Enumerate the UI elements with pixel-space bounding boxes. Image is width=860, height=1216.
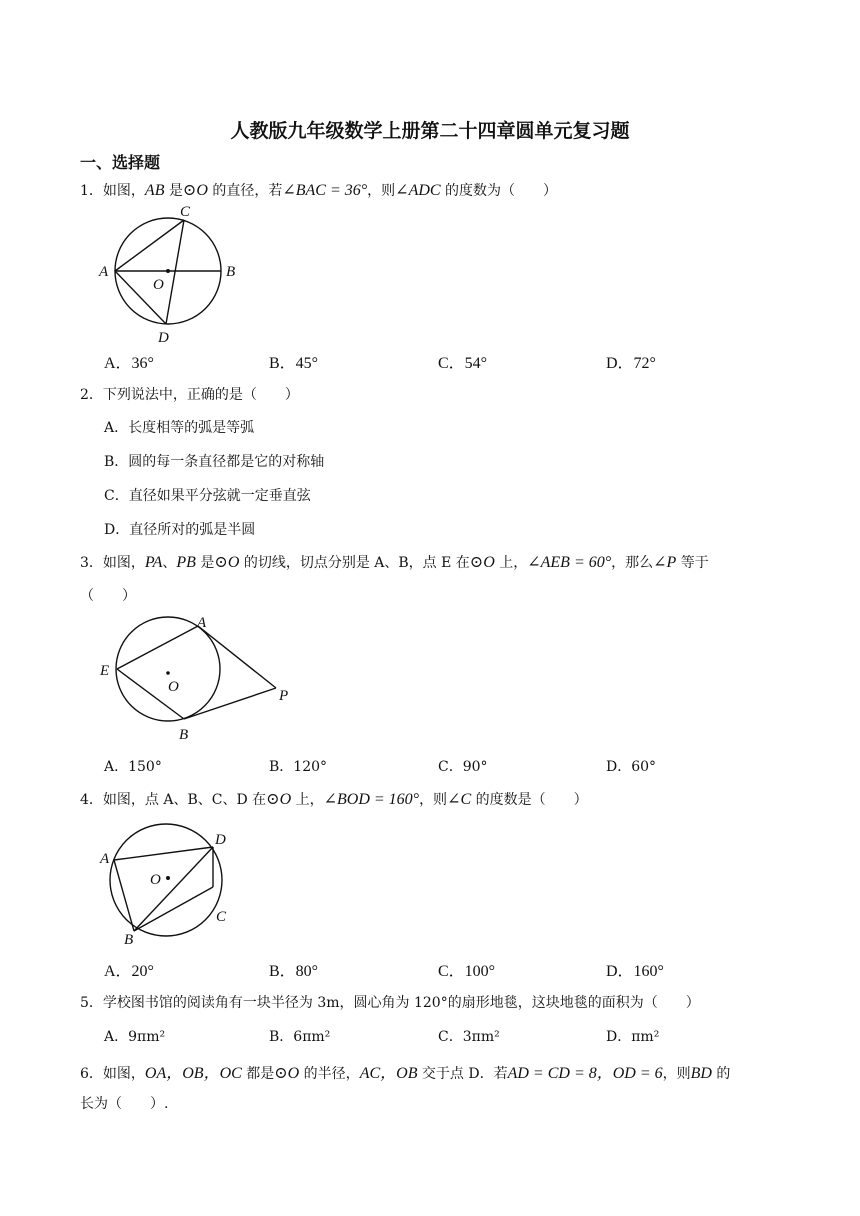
q4-math-circle: ⊙O <box>266 791 292 808</box>
q5-option-c[interactable]: C．3πm² <box>438 1029 500 1045</box>
question-1-stem <box>80 180 557 200</box>
question-4-stem <box>80 789 588 809</box>
q3-text: 的切线，切点分别是 A、B，点 E 在 <box>239 555 470 571</box>
q1-label-a: A <box>99 264 109 280</box>
q2-option-c[interactable]: C．直径如果平分弦就一定垂直弦 <box>104 488 311 504</box>
q4-label-c: C <box>216 909 227 925</box>
question-3-stem <box>80 552 709 572</box>
q4-text: 的度数是（ ） <box>471 792 588 808</box>
q3-math-pa: PA <box>144 554 163 571</box>
q3-tangent-pa <box>198 626 276 688</box>
q1-option-c[interactable]: C．54° <box>438 355 488 372</box>
q2-option-d[interactable]: D．直径所对的弧是半圆 <box>104 522 256 538</box>
q1-math-ab: AB <box>144 182 165 199</box>
q1-center-dot <box>166 269 170 273</box>
q3-label-e: E <box>100 663 110 679</box>
q4-label-b: B <box>124 932 134 948</box>
q4-center-dot <box>166 876 170 880</box>
q1-option-d[interactable]: D．72° <box>606 355 656 372</box>
q3-option-b[interactable]: B．120° <box>269 759 328 775</box>
q1-math-angle-adc: ∠ADC <box>395 182 441 199</box>
q6-text: 都是 <box>241 1066 275 1082</box>
q4-math-angle-bod: ∠BOD = 160° <box>323 791 420 808</box>
q4-text: 4．如图，点 A、B、C、D 在 <box>80 792 267 808</box>
q3-text: 等于 <box>676 555 709 571</box>
q5-option-d[interactable]: D．πm² <box>606 1029 660 1045</box>
q4-line-bd <box>134 847 213 931</box>
q4-label-a: A <box>100 851 110 867</box>
q2-option-a[interactable]: A．长度相等的弧是等弧 <box>104 420 255 436</box>
q3-option-d[interactable]: D．60° <box>606 759 657 775</box>
q3-tangent-pb <box>184 688 276 719</box>
question-5-stem: 5．学校图书馆的阅读角有一块半径为 3m，圆心角为 120°的扇形地毯，这块地毯的面积为（ ） <box>80 995 700 1011</box>
section-heading: 一、选择题 <box>80 153 161 172</box>
question-2-stem: 2．下列说法中，正确的是（ ） <box>80 387 299 403</box>
q1-label-o: O <box>153 277 164 293</box>
q4-chord-ad <box>114 847 213 860</box>
q1-math-angle-bac: ∠BAC = 36° <box>282 182 368 199</box>
q3-text: 、 <box>162 555 177 571</box>
q4-label-d: D <box>215 832 226 848</box>
q3-math-angle-p: ∠P <box>653 554 677 571</box>
q3-math-pb: PB <box>176 554 196 571</box>
q6-math-segments: AC，OB <box>359 1065 418 1082</box>
q1-label-d: D <box>158 330 169 344</box>
question-6-stem-line2: 长为（ ）. <box>80 1096 169 1112</box>
q1-option-a[interactable]: A．36° <box>104 355 154 372</box>
q3-text: ，那么 <box>611 555 654 571</box>
q3-circle <box>116 617 220 721</box>
q4-chord-ab <box>114 860 134 931</box>
q6-math-circle: ⊙O <box>274 1065 300 1082</box>
q6-math-lengths: AD = CD = 8，OD = 6 <box>507 1065 663 1082</box>
question-6-stem <box>80 1060 730 1083</box>
q4-option-c[interactable]: C．100° <box>438 963 496 980</box>
q1-label-b: B <box>226 264 236 280</box>
q1-text: 1．如图， <box>80 183 145 199</box>
q6-text: 6．如图， <box>80 1066 145 1082</box>
q6-text: 的 <box>711 1066 731 1082</box>
q3-text: 上， <box>494 555 528 571</box>
q6-math-radii: OA，OB，OC <box>144 1065 242 1082</box>
q4-option-a[interactable]: A．20° <box>104 963 154 980</box>
q6-text: 的半径， <box>299 1066 360 1082</box>
q4-option-b[interactable]: B．80° <box>269 963 319 980</box>
q4-math-angle-c: ∠C <box>447 791 472 808</box>
q1-text: 的度数为（ ） <box>440 183 558 199</box>
q4-text: 上， <box>291 792 324 808</box>
q3-text: 是 <box>195 555 215 571</box>
q1-text: ，则 <box>367 183 396 199</box>
q4-label-o: O <box>150 872 161 888</box>
q1-option-b[interactable]: B．45° <box>269 355 319 372</box>
q1-figure <box>96 204 246 344</box>
q3-math-circle: ⊙O <box>214 554 240 571</box>
q1-chord-ac <box>115 220 184 271</box>
q1-math-circle: ⊙O <box>182 182 208 199</box>
q6-math-bd: BD <box>690 1065 712 1082</box>
q1-text: 是 <box>164 183 183 199</box>
q3-text: 3．如图， <box>80 555 145 571</box>
q1-label-c: C <box>180 204 191 220</box>
q3-option-a[interactable]: A．150° <box>104 759 162 775</box>
q3-option-c[interactable]: C．90° <box>438 759 488 775</box>
q5-option-b[interactable]: B．6πm² <box>269 1029 331 1045</box>
q3-math-angle-aeb: ∠AEB = 60° <box>527 554 612 571</box>
q1-text: 的直径，若 <box>207 183 283 199</box>
q4-text: ，则 <box>419 792 448 808</box>
page-title: 人教版九年级数学上册第二十四章圆单元复习题 <box>230 120 630 142</box>
q5-option-a[interactable]: A．9πm² <box>104 1029 166 1045</box>
q3-math-circle: ⊙O <box>469 554 495 571</box>
q3-figure <box>96 612 306 747</box>
q6-text: ，则 <box>662 1066 691 1082</box>
q3-label-p: P <box>279 688 289 704</box>
q3-chord-ea <box>117 626 198 669</box>
q6-text: 交于点 D．若 <box>417 1066 508 1082</box>
q3-center-dot <box>166 671 170 675</box>
q3-label-o: O <box>168 679 179 695</box>
q3-label-a: A <box>197 615 207 631</box>
q4-circle <box>110 824 222 936</box>
question-3-stem-line2: （ ） <box>80 588 136 604</box>
q2-option-b[interactable]: B．圆的每一条直径都是它的对称轴 <box>104 454 325 470</box>
q3-label-b: B <box>179 727 189 743</box>
q4-option-d[interactable]: D．160° <box>606 963 664 980</box>
q4-figure <box>96 820 246 948</box>
